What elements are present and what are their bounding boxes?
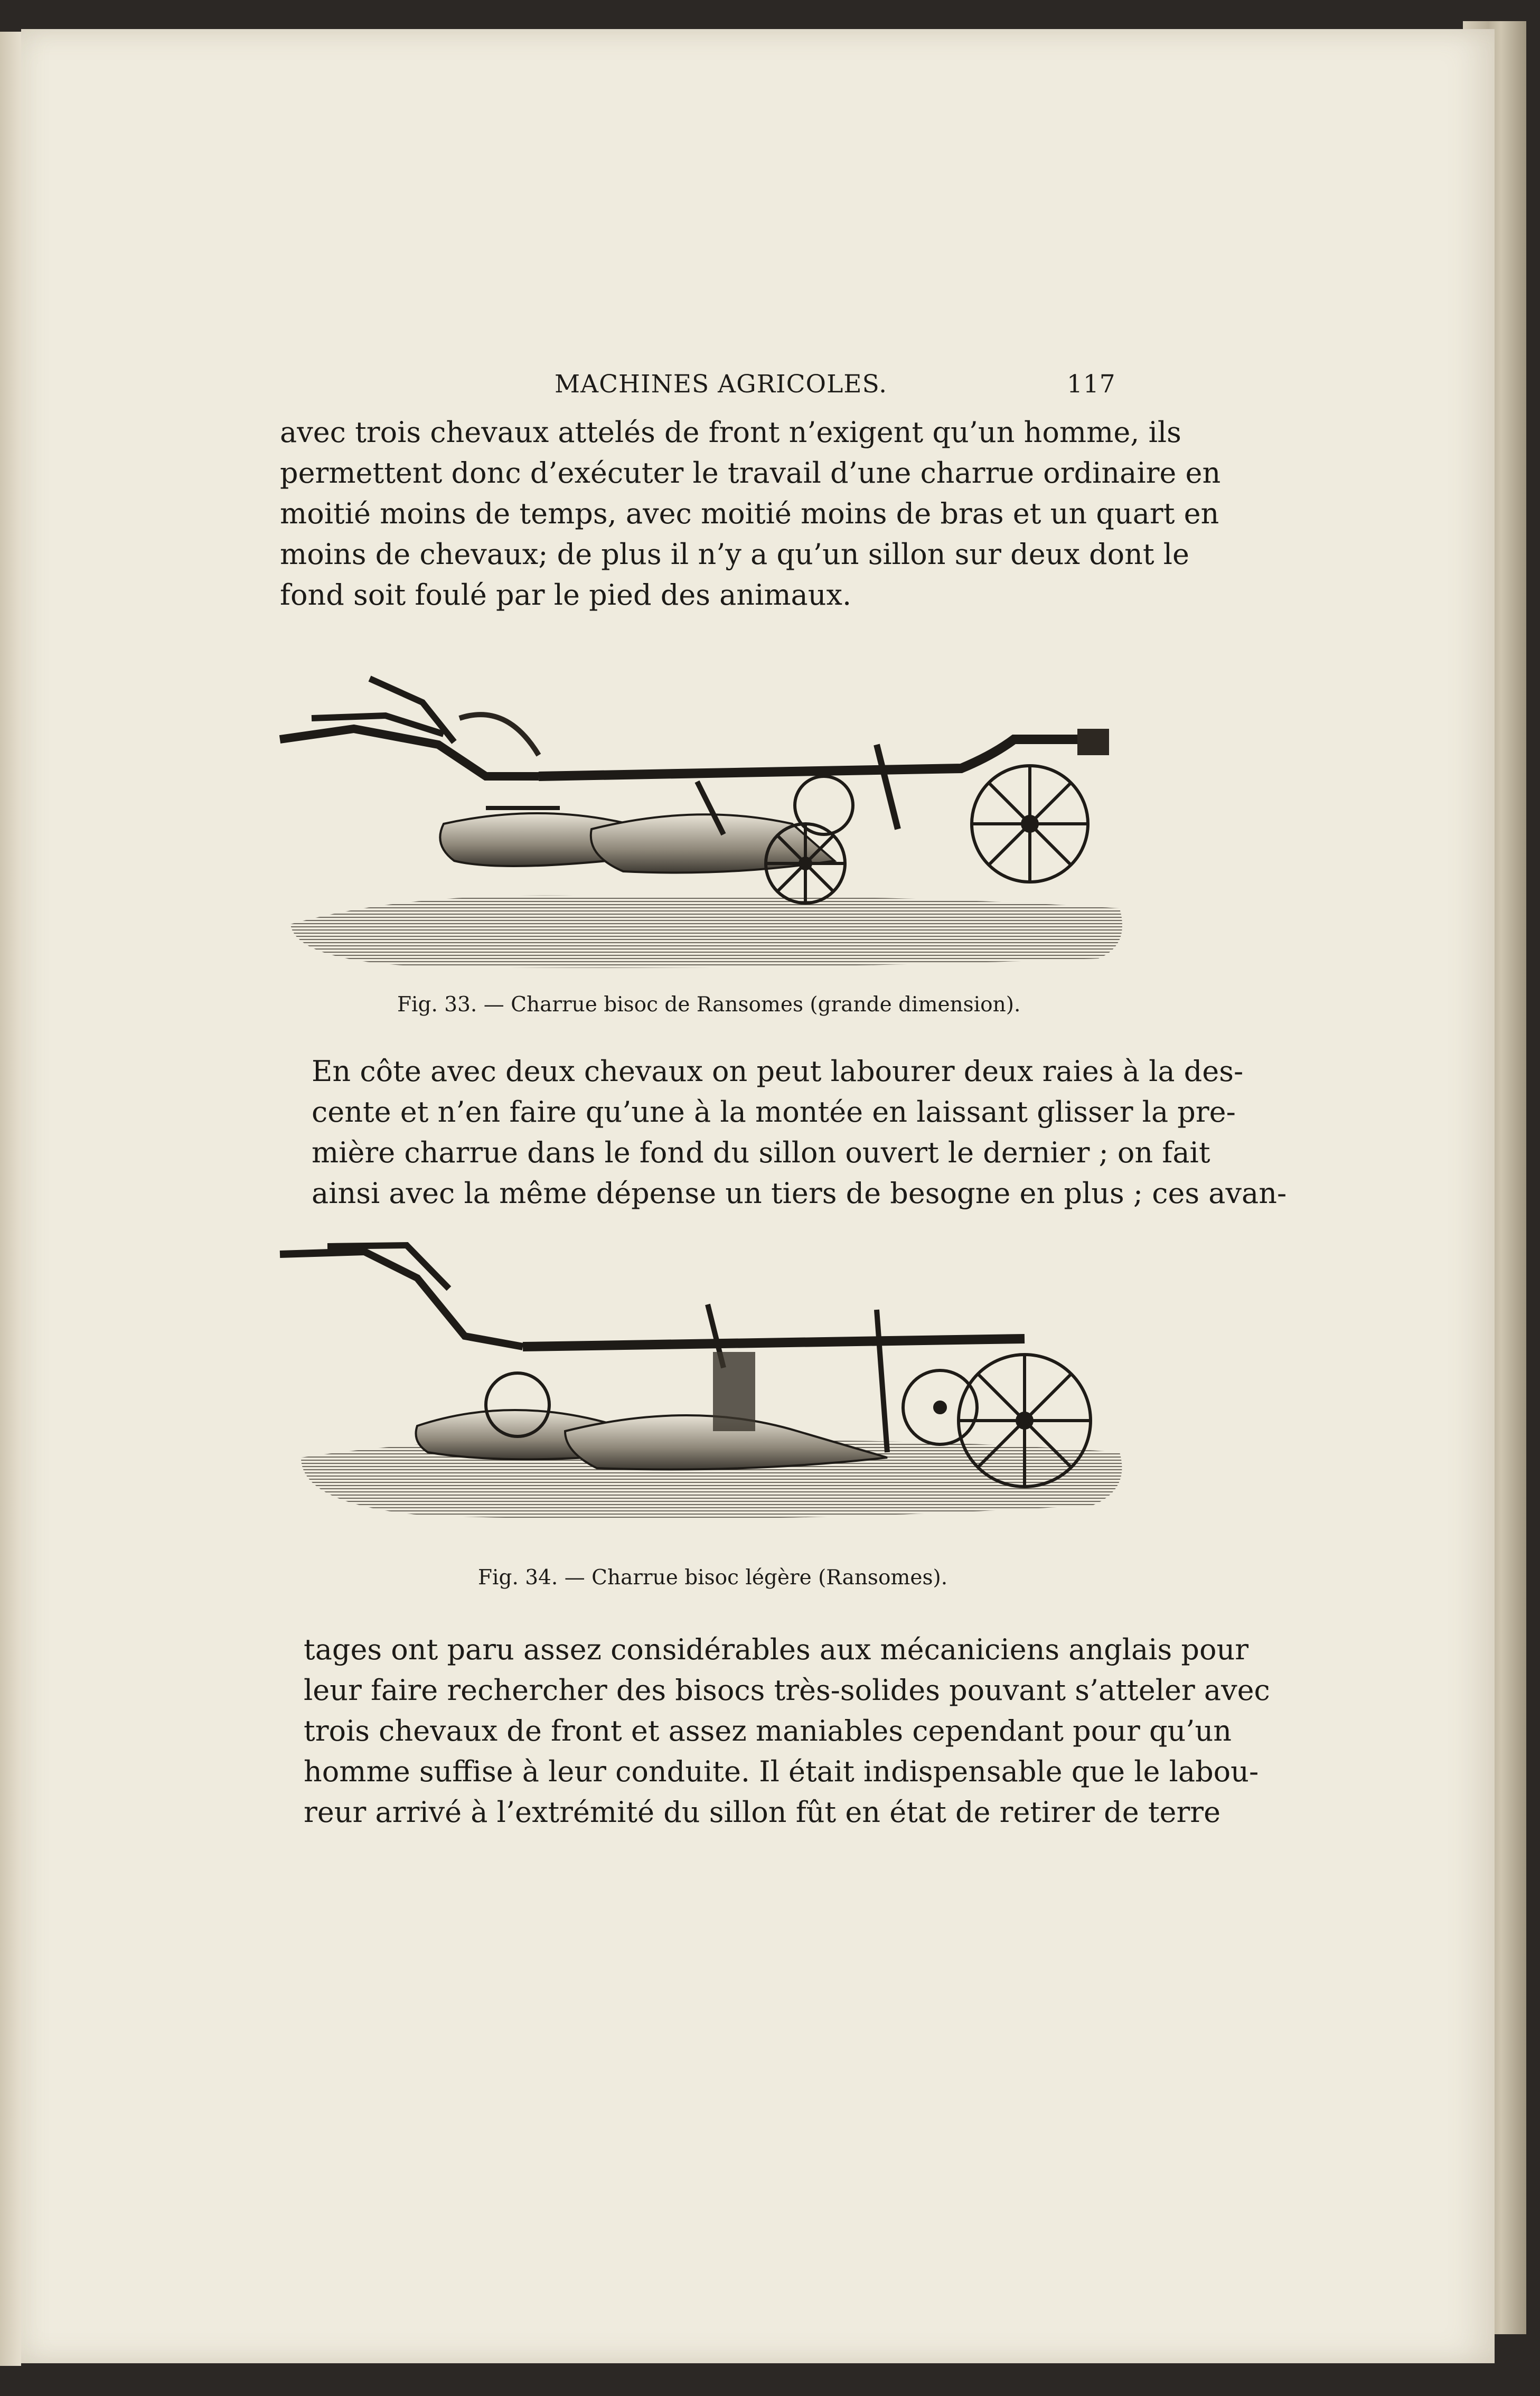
text-line: trois chevaux de front et assez maniables cependant pour qu’un: [304, 1714, 1232, 1747]
figure-34-caption: Fig. 34. — Charrue bisoc légère (Ransomes).: [478, 1566, 948, 1590]
text-line: permettent donc d’exécuter le travail d’une charrue ordinaire en: [280, 456, 1221, 490]
text-line: cente et n’en faire qu’une à la montée en laissant glisser la pre-: [312, 1095, 1236, 1129]
text-line: mière charrue dans le fond du sillon ouvert le dernier ; on fait: [312, 1136, 1210, 1169]
text-line: ainsi avec la même dépense un tiers de besogne en plus ; ces avan-: [312, 1177, 1287, 1210]
paragraph-2: [312, 1051, 1287, 1214]
text-line: homme suffise à leur conduite. Il était indispensable que le labou-: [304, 1755, 1259, 1788]
text-line: En côte avec deux chevaux on peut labourer deux raies à la des-: [312, 1055, 1244, 1088]
text-line: fond soit foulé par le pied des animaux.: [280, 578, 852, 612]
running-head-title: MACHINES AGRICOLES.: [555, 370, 888, 399]
figure-33-caption: Fig. 33. — Charrue bisoc de Ransomes (grande dimension).: [397, 993, 1021, 1017]
page-number: 117: [1067, 370, 1116, 399]
text-line: moins de chevaux; de plus il n’y a qu’un sillon sur deux dont le: [280, 538, 1190, 571]
text-line: avec trois chevaux attelés de front n’exigent qu’un homme, ils: [280, 416, 1181, 449]
text-line: moitié moins de temps, avec moitié moins de bras et un quart en: [280, 497, 1219, 530]
plough-illustration-fig33: [264, 650, 1141, 977]
paragraph-3: [304, 1629, 1270, 1833]
plough-illustration-fig34: [269, 1230, 1135, 1547]
left-page-edge: [0, 32, 21, 2366]
text-line: tages ont paru assez considérables aux mécaniciens anglais pour: [304, 1633, 1249, 1666]
text-line: leur faire rechercher des bisocs très-solides pouvant s’atteler avec: [304, 1674, 1270, 1707]
text-line: reur arrivé à l’extrémité du sillon fût en état de retirer de terre: [304, 1796, 1221, 1829]
paragraph-1: [280, 412, 1221, 615]
